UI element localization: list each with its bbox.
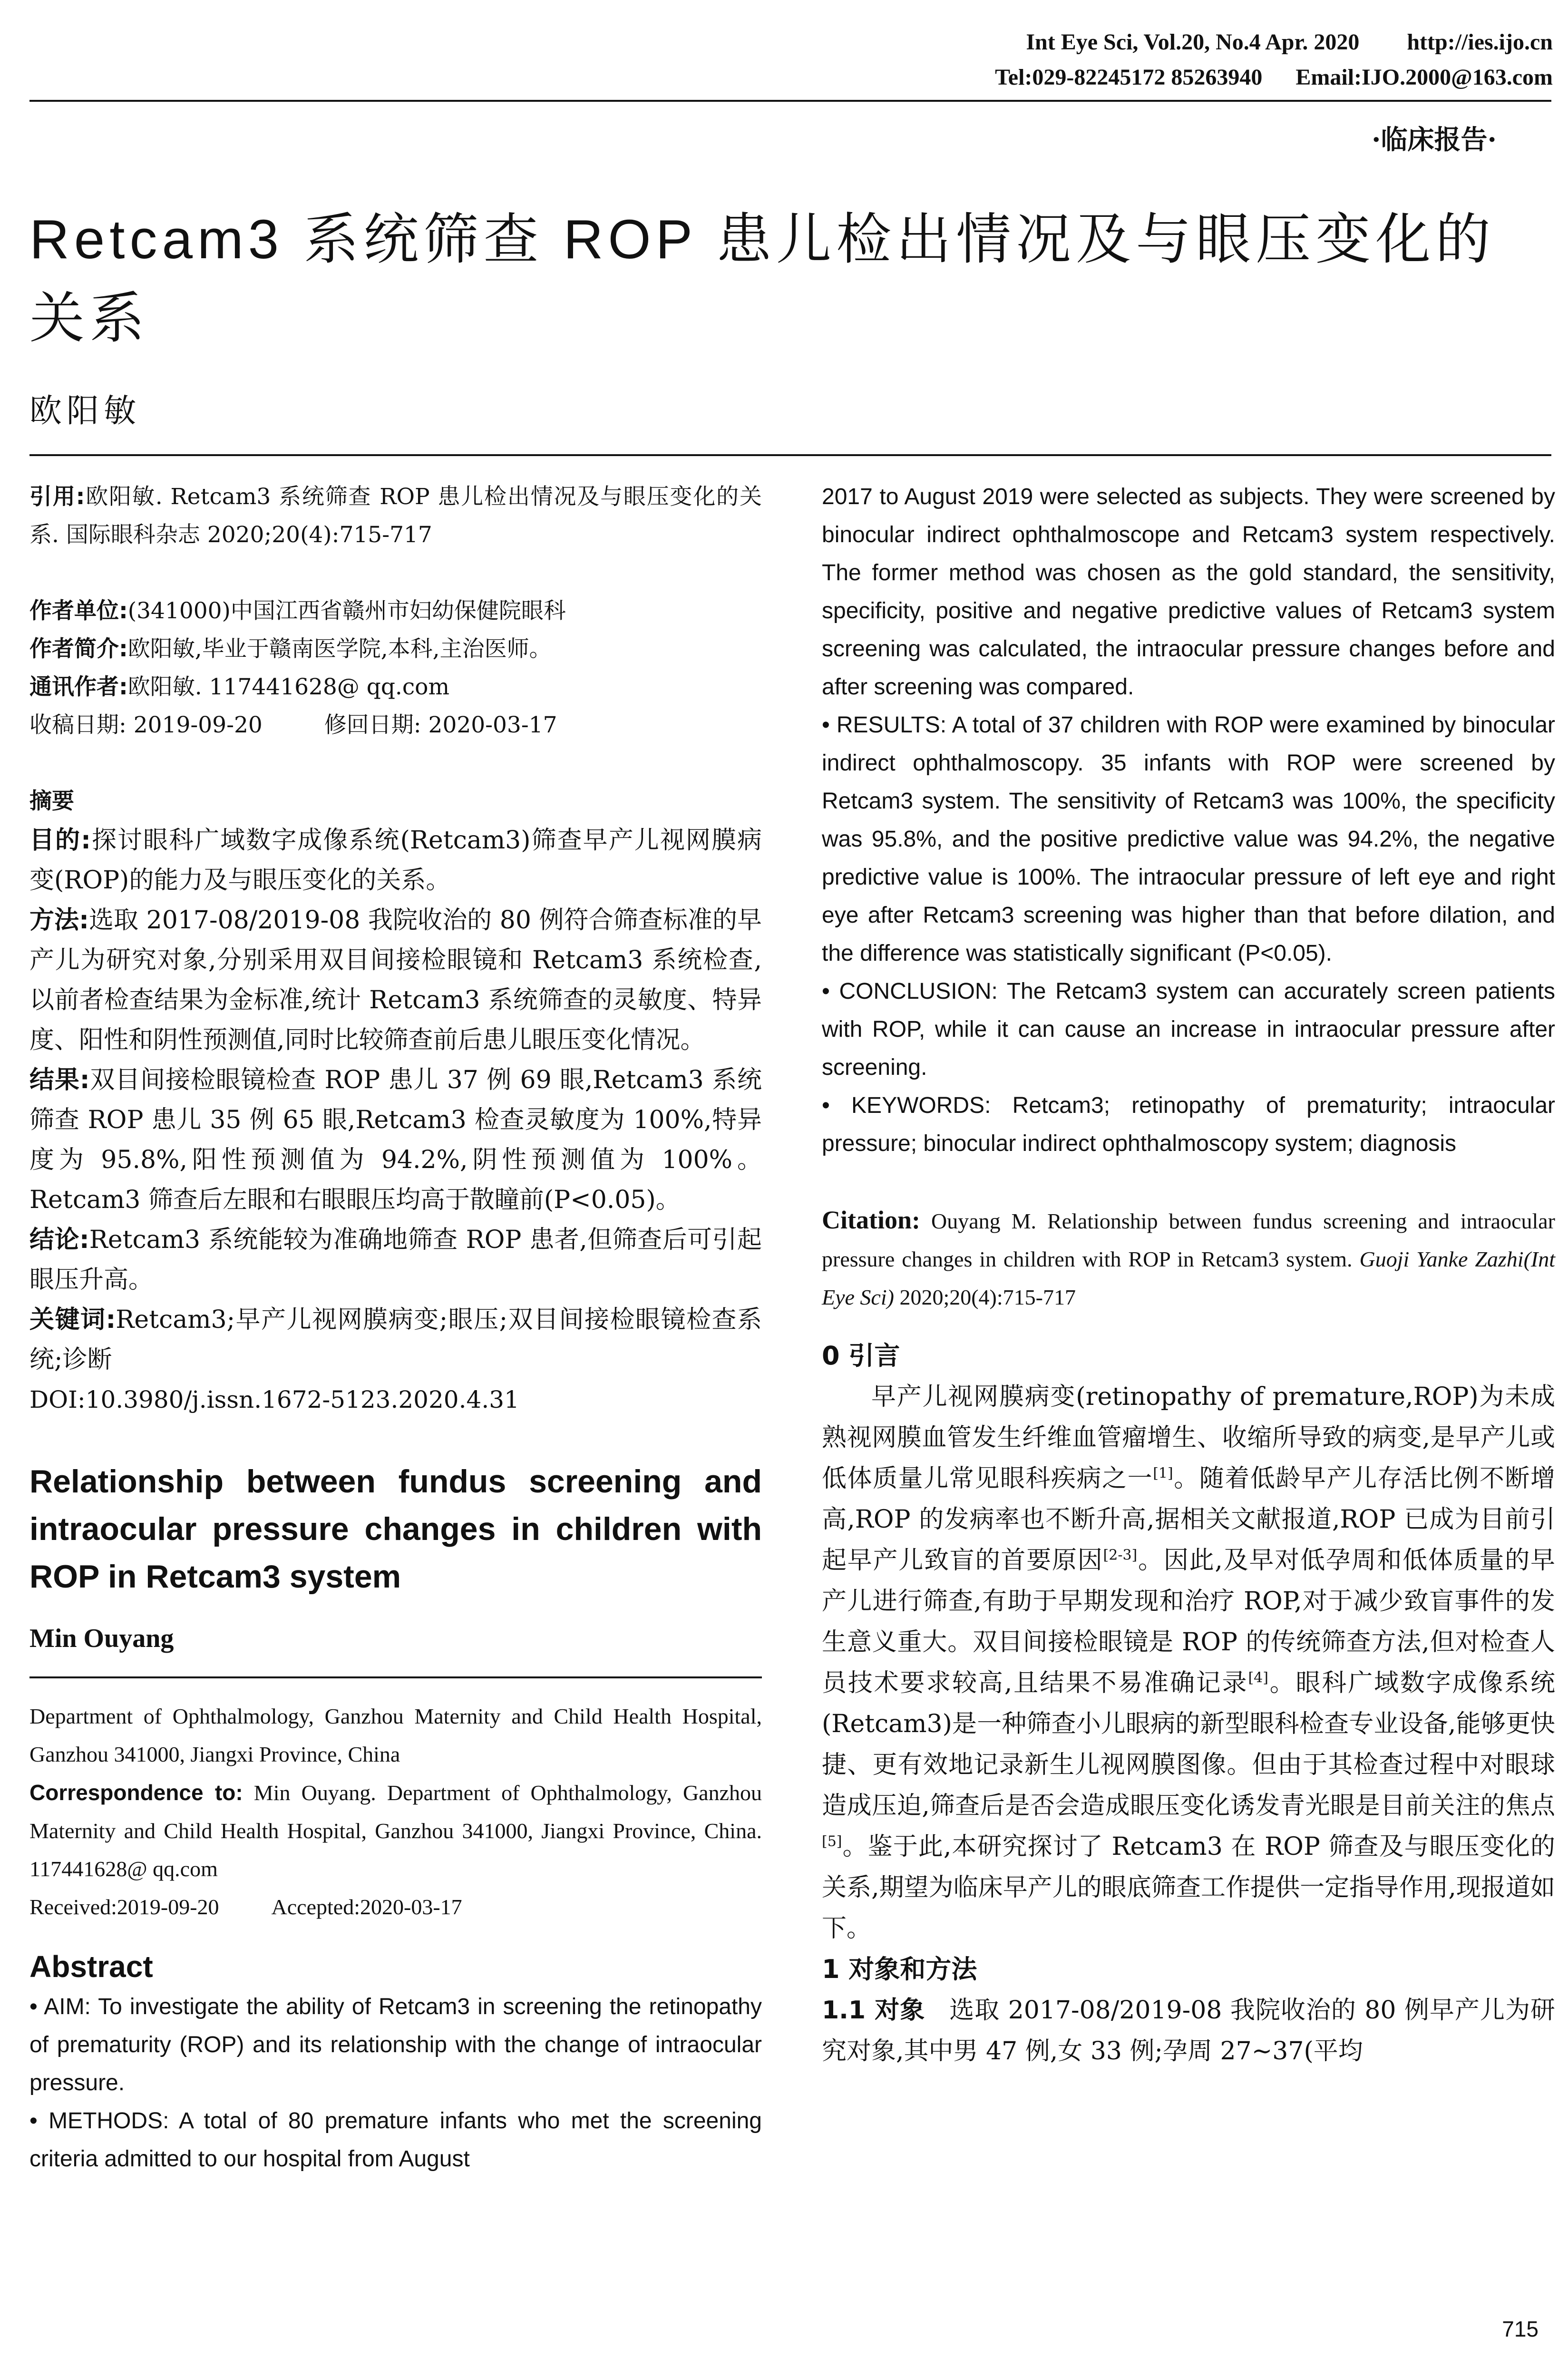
page-number: 715 [1502, 2317, 1539, 2341]
article-title: Retcam3 系统筛查 ROP 患儿检出情况及与眼压变化的关系 [29, 208, 1496, 349]
methods-heading: 1 对象和方法 [822, 1954, 977, 1984]
right-column [822, 478, 1555, 2072]
left-column [29, 478, 762, 2178]
abstract-conclusion-cn: 结论:Retcam3 系统能较为准确地筛查 ROP 患者,但筛查后可引起眼压升高。 [29, 1226, 762, 1294]
journal-tel: Tel:029-82245172 85263940 [995, 65, 1263, 90]
section-label: ·临床报告· [1372, 124, 1497, 156]
reference-4[interactable]: [4] [1248, 1669, 1268, 1686]
header-rule [29, 100, 1551, 102]
keywords-en: • KEYWORDS: Retcam3; retinopathy of prematurity; intraocular pressure; binocular indirect ophthalmoscopy system; diagnosis [822, 1093, 1555, 1156]
abstract-results-cn: 结果:双目间接检眼镜检查 ROP 患儿 37 例 69 眼,Retcam3 系统筛查 ROP 患儿 35 例 65 眼,Retcam3 检查灵敏度为 100%,特异度为 95.8%,阳性预测值为 94.2%,阴性预测值为 100%。Retcam3 筛查后左眼和右眼眼压均高于散瞳前(P<0.05)。 [29, 1066, 762, 1214]
author-intro: 作者简介:欧阳敏,毕业于赣南医学院,本科,主治医师。 [29, 636, 552, 662]
running-header [995, 25, 1553, 95]
abstract-aim-cn: 目的:探讨眼科广域数字成像系统(Retcam3)筛查早产儿视网膜病变(ROP)的能力及与眼压变化的关系。 [29, 826, 762, 895]
abstract-methods-en-part2: 2017 to August 2019 were selected as subjects. They were screened by binocular indirect ophthalmoscope and Retcam3 system respectively. The former method was chosen as the gold standard, the sensitivity, specificity, positive and negative predictive values of Retcam3 system screening was calculated, the intraocular pressure changes before and after screening was compared. [822, 484, 1555, 700]
reference-5[interactable]: [5] [822, 1833, 842, 1850]
english-title: Relationship between fundus screening and intraocular pressure changes in children with ROP in Retcam3 system [29, 1463, 762, 1595]
keywords-cn: 关键词:Retcam3;早产儿视网膜病变;眼压;双目间接检眼镜检查系统;诊断 [29, 1305, 762, 1374]
journal-url[interactable]: http://ies.ijo.cn [1407, 29, 1553, 55]
journal-email: Email:IJO.2000@163.com [1295, 65, 1553, 90]
corresponding-author: 通讯作者:欧阳敏. 117441628@ qq.com [29, 674, 450, 700]
abstract-methods-cn: 方法:选取 2017-08/2019-08 我院收治的 80 例符合筛查标准的早产儿为研究对象,分别采用双目间接检眼镜和 Retcam3 系统检查,以前者检查结果为金标准,统计 Retcam3 系统筛查的灵敏度、特异度、阳性和阴性预测值,同时比较筛查前后患儿眼压变化情况。 [29, 906, 762, 1054]
reference-1[interactable]: [1] [1153, 1465, 1173, 1482]
abstract-heading-cn: 摘要 [29, 788, 74, 814]
citation-en: Citation: Ouyang M. Relationship between fundus screening and intraocular pressure changes in children with ROP in Retcam3 system. Guoji Yanke Zazhi(Int Eye Sci) 2020;20(4):715-717 [822, 1206, 1555, 1309]
author-name-cn: 欧阳敏 [29, 392, 141, 430]
dates-cn: 收稿日期: 2019-09-20 修回日期: 2020-03-17 [29, 712, 557, 738]
intro-paragraph: 早产儿视网膜病变(retinopathy of premature,ROP)为未成熟视网膜血管发生纤维血管瘤增生、收缩所导致的病变,是早产儿或低体质量儿常见眼科疾病之一[1]。随着低龄早产儿存活比例不断增高,ROP 的发病率也不断升高,据相关文献报道,ROP 已成为目前引起早产儿致盲的首要原因[2-3]。因此,及早对低孕周和低体质量的早产儿进行筛查,有助于早期发现和治疗 ROP,对于减少致盲事件的发生意义重大。双目间接检眼镜是 ROP 的传统筛查方法,但对检查人员技术要求较高,且结果不易准确记录[4]。眼科广域数字成像系统(Retcam3)是一种筛查小儿眼病的新型眼科检查专业设备,能够更快捷、更有效地记录新生儿视网膜图像。但由于其检查过程中对眼球造成压迫,筛查后是否会造成眼压变化诱发青光眼是目前关注的焦点[5]。鉴于此,本研究探讨了 Retcam3 在 ROP 筛查及与眼压变化的关系,期望为临床早产儿的眼底筛查工作提供一定指导作用,现报道如下。 [822, 1383, 1555, 1943]
abstract-methods-en-part1: • METHODS: A total of 80 premature infants who met the screening criteria admitted to our hospital from August [29, 2108, 762, 2172]
journal-info: Int Eye Sci, Vol.20, No.4 Apr. 2020 [1026, 29, 1360, 55]
abstract-results-en: • RESULTS: A total of 37 children with ROP were examined by binocular indirect ophthalmoscopy. 35 infants with ROP were screened by Retcam3 system. The sensitivity of Retcam3 was 100%, the specificity was 95.8%, and the positive predictive value was 94.2%, the negative predictive value is 100%. The intraocular pressure of left eye and right eye after Retcam3 screening was higher than that before dilation, and the difference was statistically significant (P<0.05). [822, 712, 1555, 966]
abstract-heading-en: Abstract [29, 1949, 153, 1984]
english-dates: Received:2019-09-20 Accepted:2020-03-17 [29, 1895, 462, 1919]
abstract-aim-en: • AIM: To investigate the ability of Retcam3 in screening the retinopathy of prematurity (ROP) and its relationship with the change of intraocular pressure. [29, 1994, 762, 2095]
reference-2-3[interactable]: [2-3] [1103, 1547, 1138, 1564]
english-department: Department of Ophthalmology, Ganzhou Maternity and Child Health Hospital, Ganzhou 341000, Jiangxi Province, China [29, 1704, 762, 1766]
abstract-conclusion-en: • CONCLUSION: The Retcam3 system can accurately screen patients with ROP, while it can cause an increase in intraocular pressure after screening. [822, 979, 1555, 1080]
intro-heading: 0 引言 [822, 1341, 900, 1371]
doi[interactable]: DOI:10.3980/j.issn.1672-5123.2020.4.31 [29, 1386, 519, 1413]
author-unit: 作者单位:(341000)中国江西省赣州市妇幼保健院眼科 [29, 598, 566, 624]
english-author: Min Ouyang [29, 1624, 174, 1653]
english-correspondence: Correspondence to: Min Ouyang. Department of Ophthalmology, Ganzhou Maternity and Child Health Hospital, Ganzhou 341000, Jiangxi Province, China. 117441628@ qq.com [29, 1780, 762, 1881]
citation-cn: 引用:欧阳敏. Retcam3 系统筛查 ROP 患儿检出情况及与眼压变化的关系. 国际眼科杂志 2020;20(4):715-717 [29, 484, 762, 548]
methods-subjects: 1.1 对象 选取 2017-08/2019-08 我院收治的 80 例早产儿为研究对象,其中男 47 例,女 33 例;孕周 27~37(平均 [822, 1996, 1555, 2065]
title-rule [29, 454, 1551, 456]
